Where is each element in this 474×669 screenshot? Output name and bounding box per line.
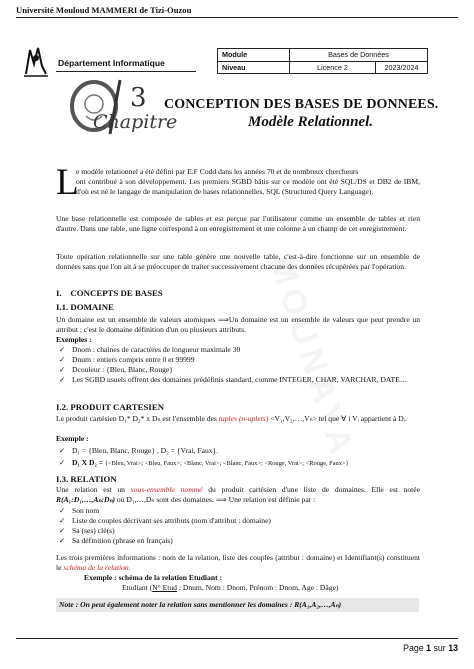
relation-example-line: Exemple : schéma de la relation Etudiant : [84, 573, 223, 582]
list-item: ✓ Dcouleur : {Bleu, Blanc, Rouge} [59, 365, 173, 375]
chapter-word: Chapitre [93, 111, 178, 133]
course-meta-table [217, 48, 428, 74]
relation-definition: Une relation est un sous-ensemble nommé du produit cartésien d'une liste de domaines. Elle est notée R(A₁:D₁,…,Aₙ:Dₙ) où D₁,…,Dₙ sont des domaines. ⟹ Une relation est définie par : [56, 485, 421, 505]
department-rule [56, 71, 196, 72]
page-number: Page 1 sur 13 [403, 643, 458, 653]
section-heading-concepts: I. CONCEPTS DE BASES [56, 288, 163, 298]
intro-rest: ont contribué à son développement. Les premiers SGBD bâtis sur ce modèle ont été SQL/DS et DB2 de IBM, d'où est né le langage de manipulation de bases relationnelles, SQL (Structured Query Language). [76, 177, 420, 197]
heading-produit-cartesien: I.2. PRODUIT CARTESIEN [56, 402, 165, 412]
footer-rule [16, 638, 458, 639]
level-label: Niveau [218, 61, 290, 74]
list-item: ✓ Dnum : entiers compris entre 0 et 99999 [59, 355, 195, 365]
relation-schema-paragraph: Les trois premières informations : nom de la relation, liste des couples (attribut : domaine) et Identifiant(s) constituent le schéma de la relation. [56, 553, 420, 573]
domaine-definition: Un domaine est un ensemble de valeurs atomiques ⟹Un domaine est un ensemble de valeurs que peut prendre un attribut ; c'est le domaine définition d'un ou plusieurs attributs. [56, 315, 420, 335]
header-rule [16, 17, 458, 18]
drop-cap: L [56, 162, 79, 203]
meta-row-level [218, 61, 428, 74]
list-item: ✓ D₁ X D₂ = {<Bleu, Vrai>; <Bleu, Faux>; <Blanc, Vrai>; <Blanc, Faux>; <Rouge, Vrai>; <Rouge, Faux>} [59, 458, 349, 468]
note-box: Note : On peut également noter la relation sans mentionner les domaines : R(A₁,A₂,…,Aₙ) [56, 598, 419, 612]
academic-year: 2023/2024 [376, 61, 428, 74]
list-item: ✓ Sa définition (phrase en français) [59, 536, 173, 546]
domaine-examples-label: Exemples : [56, 335, 92, 344]
module-label: Module [218, 49, 290, 62]
intro-paragraph [56, 162, 420, 203]
list-item: ✓ Son nom [59, 506, 100, 515]
cartesian-examples-list [56, 446, 420, 468]
chapter-title: CONCEPTION DES BASES DE DONNEES. [164, 97, 439, 112]
list-item: ✓ Les SGBD usuels offrent des domaines prédéfinis standard, comme INTEGER, CHAR, VARCHAR, DATE… [59, 375, 408, 385]
domaine-examples-list [56, 345, 420, 385]
cartesian-definition: Le produit cartésien D₁* D₂* x Dₙ est l'ensemble des tuples (n-uplets) <V₁,V₂,…,Vₙ> tel que ∀ i Vᵢ appartient à Dᵢ. [56, 414, 407, 423]
meta-row-module [218, 49, 428, 62]
level-value: Licence 2 [290, 61, 376, 74]
university-logo [22, 44, 50, 78]
chapter-subtitle: Modèle Relationnel. [248, 114, 373, 130]
chapter-number: 3 [130, 83, 147, 113]
module-value: Bases de Données [290, 49, 428, 62]
university-name: Université Mouloud MAMMERI de Tizi-Ouzou [16, 5, 192, 15]
list-item: ✓ D₁ = {Bleu, Blanc, Rouge} , D₂ = {Vrai, Faux}. [59, 446, 219, 455]
department-name: Département Informatique [58, 58, 165, 68]
relation-example-schema: Etudiant (N° Etud : Dnum, Nom : Dnom, Prénom : Dnom, Age : Dâge) [122, 583, 339, 592]
heading-domaine: I.1. DOMAINE [56, 302, 114, 312]
paragraph-operations: Toute opération relationnelle sur une table génère une nouvelle table, c'est-à-dire fonctionne sur un ensemble de données sans que l'on ait à se préoccuper de traiter successivement chacune des données récupérées par l'opération. [56, 252, 420, 272]
intro-line-1: e modèle relationnel a été défini par E.F Codd dans les années 70 et de nombreux chercheurs [76, 167, 359, 176]
relation-properties-list [56, 506, 420, 546]
list-item: ✓ Liste de couples décrivant ses attributs (nom d'attribut : domaine) [59, 516, 271, 526]
list-item: ✓ Dnom : chaines de caractères de longueur maximale 30 [59, 345, 241, 354]
paragraph-tables: Une base relationnelle est composée de tables et est perçue par l'utilisateur comme un ensemble de tables et rien d'autre. Dans une table, une ligne correspond à un enregistrement et une colonne à un champ de cet enregistrement. [56, 214, 420, 234]
heading-relation: I.3. RELATION [56, 474, 117, 484]
cartesian-example-label: Exemple : [56, 434, 89, 443]
list-item: ✓ Sa (ses) clé(s) [59, 526, 115, 536]
